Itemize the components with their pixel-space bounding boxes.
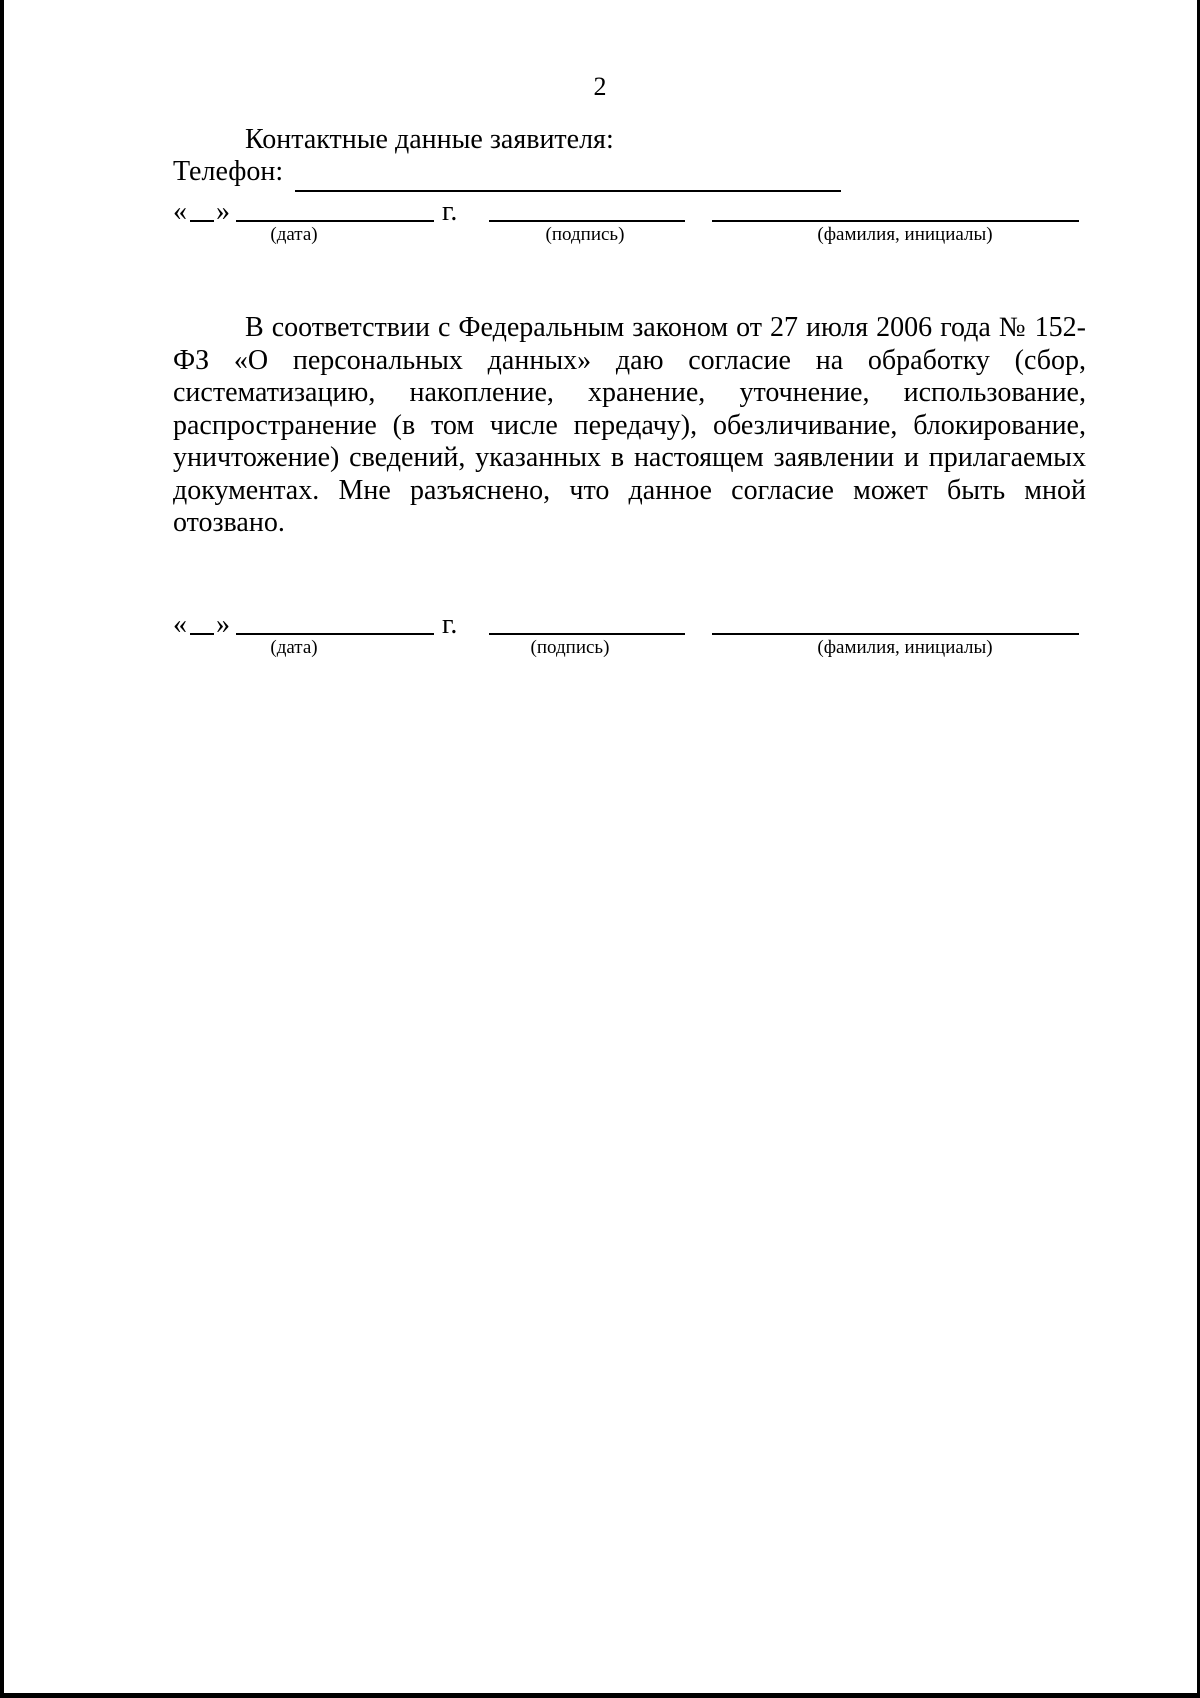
contact-heading: Контактные данные заявителя: (245, 124, 614, 155)
phone-label: Телефон: (173, 156, 284, 187)
signature-row-bottom (0, 609, 1200, 659)
day-field-line[interactable] (190, 633, 214, 635)
signature-caption: (подпись) (530, 637, 610, 658)
date-field-line[interactable] (236, 220, 434, 222)
name-caption: (фамилия, инициалы) (817, 637, 993, 658)
page-border-bottom (0, 1693, 1200, 1698)
date-quote-close: » (216, 609, 230, 640)
date-caption: (дата) (270, 637, 318, 658)
name-field-line[interactable] (712, 633, 1079, 635)
page-number: 2 (593, 72, 607, 101)
signature-field-line[interactable] (489, 220, 685, 222)
signature-caption: (подпись) (545, 224, 625, 245)
year-suffix: г. (442, 609, 458, 640)
page-border-left (0, 0, 4, 1698)
signature-field-line[interactable] (489, 633, 685, 635)
date-field-line[interactable] (236, 633, 434, 635)
date-quote-open: « (173, 609, 187, 640)
phone-field-line[interactable] (295, 190, 841, 192)
signature-row-top (0, 196, 1200, 246)
name-field-line[interactable] (712, 220, 1079, 222)
date-caption: (дата) (270, 224, 318, 245)
date-quote-close: » (216, 196, 230, 227)
day-field-line[interactable] (190, 220, 214, 222)
consent-paragraph: В соответствии с Федеральным законом от 27 июля 2006 года № 152-ФЗ «О персональных данных» даю согласие на обработку (сбор, систематизацию, накопление, хранение, уточнение, использование, распространение (в том числе передачу), обезличивание, блокирование, уничтожение) сведений, указанных в настоящем заявлении и прилагаемых документах. Мне разъяснено, что данное согласие может быть мной отозвано. (173, 312, 1086, 538)
date-quote-open: « (173, 196, 187, 227)
year-suffix: г. (442, 196, 458, 227)
name-caption: (фамилия, инициалы) (817, 224, 993, 245)
